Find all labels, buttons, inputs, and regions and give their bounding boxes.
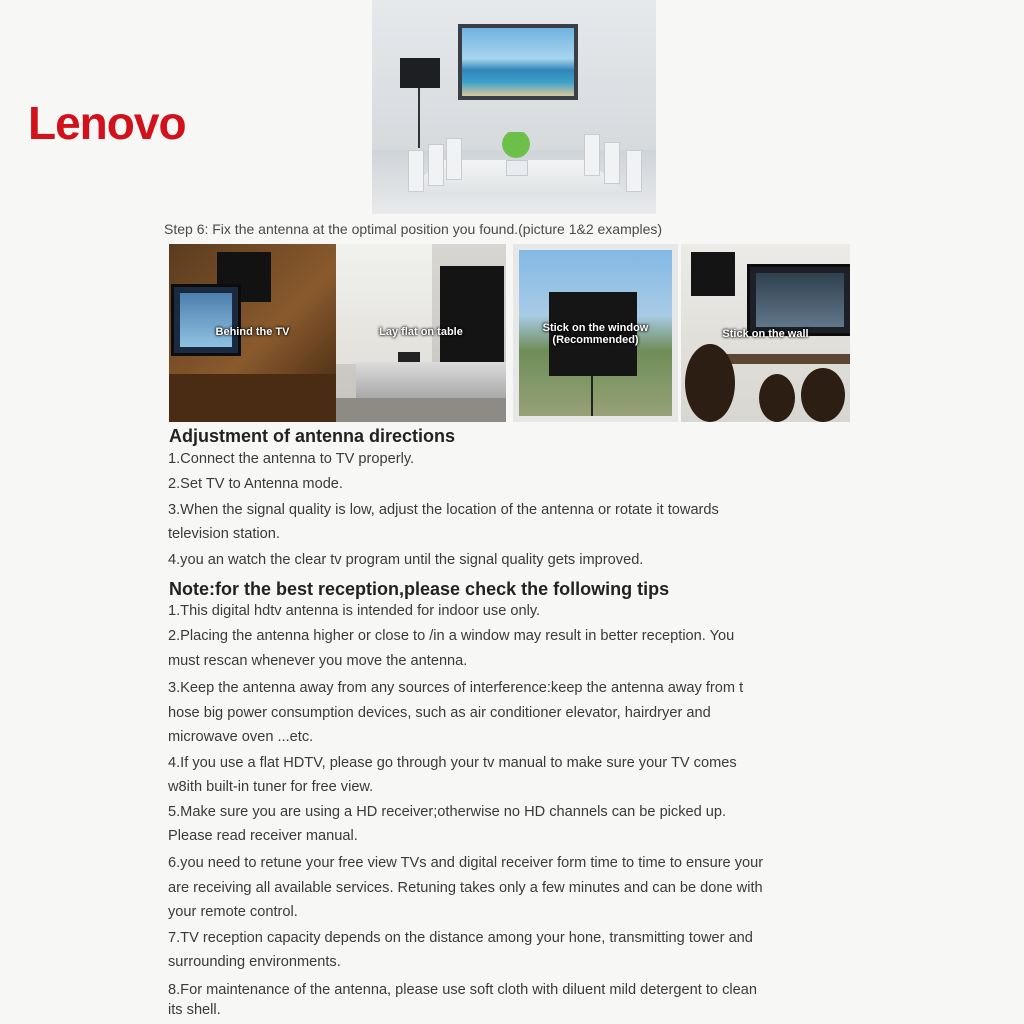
adjustment-line: 1.Connect the antenna to TV properly. [168,451,415,467]
conference-room-photo [372,0,656,214]
note-line: 2.Placing the antenna higher or close to /in a window may result in better reception. You [168,628,735,644]
example-behind-tv [169,244,336,422]
note-line: 8.For maintenance of the antenna, please use soft cloth with diluent mild detergent to clean [168,982,757,998]
adjustment-heading: Adjustment of antenna directions [169,426,456,446]
step-6-text: Step 6: Fix the antenna at the optimal position you found.(picture 1&2 examples) [164,221,663,237]
adjustment-line: television station. [168,526,280,542]
note-line: 6.you need to retune your free view TVs and digital receiver form time to time to ensure your [168,855,764,871]
note-line: must rescan whenever you move the antenna. [168,653,468,669]
lenovo-logo: Lenovo [28,97,186,149]
adjustment-line: 3.When the signal quality is low, adjust the location of the antenna or rotate it towards [168,502,719,518]
note-line: 4.If you use a flat HDTV, please go through your tv manual to make sure your TV comes [168,755,737,771]
example-window [513,244,678,422]
note-line: Please read receiver manual. [168,828,358,844]
example-lay-flat [336,244,506,422]
note-heading: Note:for the best reception,please check the following tips [169,579,670,599]
example-wall [681,244,850,422]
note-line: are receiving all available services. Retuning takes only a few minutes and can be done with [168,880,763,896]
caption-behind-tv: Behind the TV [215,326,290,338]
adjustment-line: 4.you an watch the clear tv program until the signal quality gets improved. [168,552,644,568]
antenna-on-wall [400,58,440,88]
note-line: microwave oven ...etc. [168,729,314,745]
caption-recommended: (Recommended) [552,334,639,346]
note-line: hose big power consumption devices, such as air conditioner elevator, hairdryer and [168,705,711,721]
caption-window: Stick on the window [542,322,649,334]
note-line: surrounding environments. [168,954,341,970]
note-line: 5.Make sure you are using a HD receiver;otherwise no HD channels can be picked up. [168,804,727,820]
note-line: 3.Keep the antenna away from any sources of interference:keep the antenna away from t [168,680,744,696]
note-line: its shell. [168,1002,221,1018]
wall-tv [458,24,578,100]
note-line: 7.TV reception capacity depends on the distance among your hone, transmitting tower and [168,930,753,946]
adjustment-line: 2.Set TV to Antenna mode. [168,476,343,492]
note-line: w8ith built-in tuner for free view. [168,779,374,795]
note-line: 1.This digital hdtv antenna is intended for indoor use only. [168,603,541,619]
caption-lay-flat: Lay flat on table [379,326,463,338]
plant [502,132,530,162]
caption-wall: Stick on the wall [722,328,809,340]
note-line: your remote control. [168,904,298,920]
